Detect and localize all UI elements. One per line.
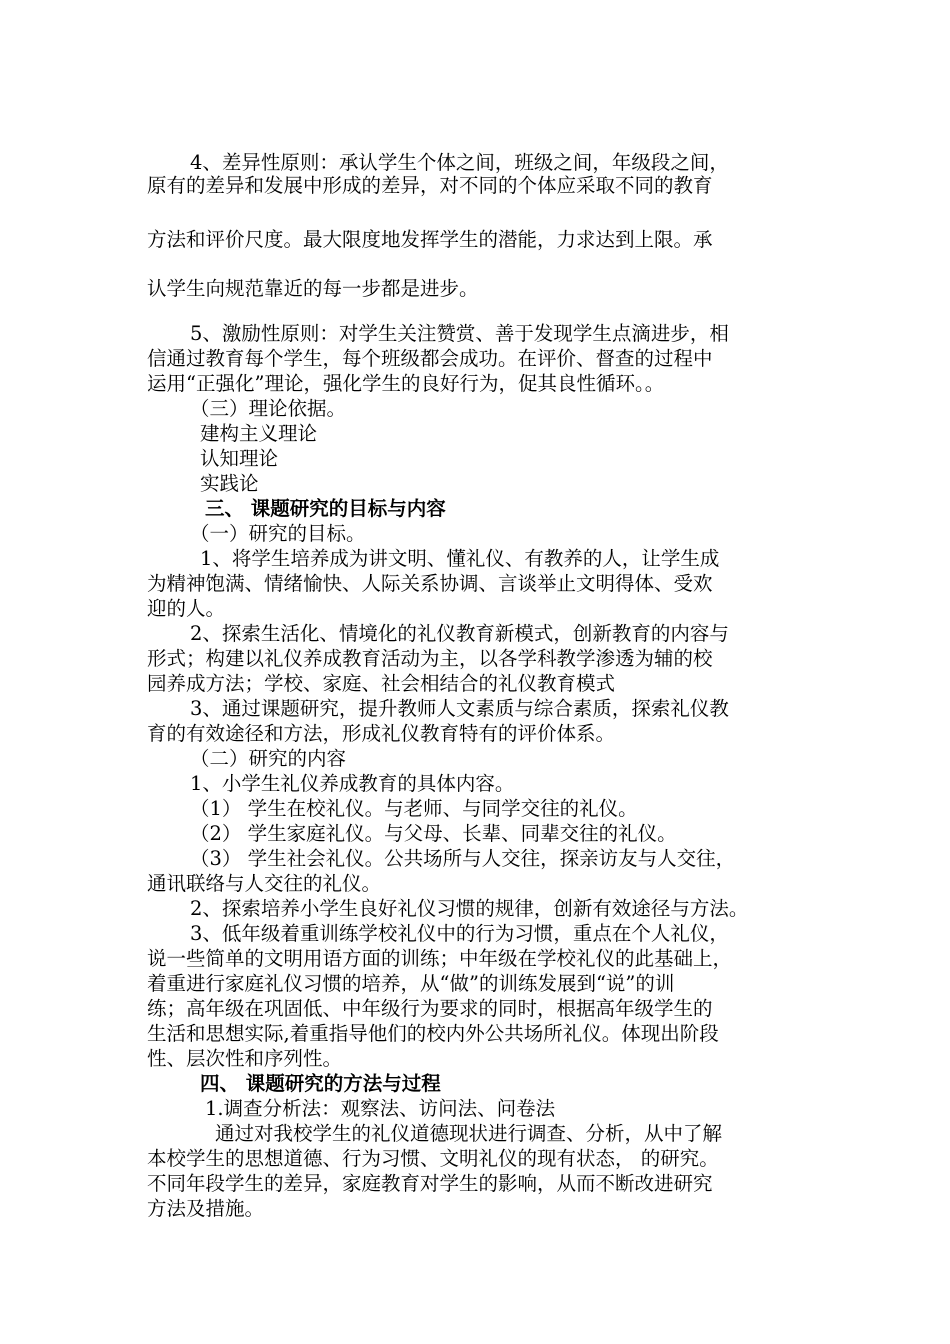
paragraph-line: 育的有效途径和方法，形成礼仪教育特有的评价体系。 <box>147 722 616 745</box>
list-item: （1） 学生在校礼仪。与老师、与同学交往的礼仪。 <box>190 797 638 820</box>
paragraph-line: 4、差异性原则：承认学生个体之间，班级之间，年级段之间， <box>190 151 729 174</box>
paragraph-line: 1、小学生礼仪养成教育的具体内容。 <box>190 772 515 795</box>
paragraph-line: 方法和评价尺度。最大限度地发挥学生的潜能，力求达到上限。承 <box>147 228 713 251</box>
paragraph-line: 说一些简单的文明用语方面的训练；中年级在学校礼仪的此基础上， <box>147 947 733 970</box>
paragraph-line: 性、层次性和序列性。 <box>147 1047 343 1070</box>
paragraph-line: 园养成方法；学校、家庭、社会相结合的礼仪教育模式 <box>147 672 616 695</box>
paragraph-line: 信通过教育每个学生，每个班级都会成功。在评价、督查的过程中 <box>147 347 713 370</box>
paragraph-line: 3、通过课题研究，提升教师人文素质与综合素质，探索礼仪教 <box>190 697 729 720</box>
paragraph-line: 迎的人。 <box>147 597 226 620</box>
paragraph-line: 通讯联络与人交往的礼仪。 <box>147 872 382 895</box>
paragraph-line: 不同年段学生的差异，家庭教育对学生的影响，从而不断改进研究 <box>147 1172 713 1195</box>
paragraph-line: 本校学生的思想道德、行为习惯、文明礼仪的现有状态， 的研究。 <box>147 1147 719 1170</box>
paragraph-line: 生活和思想实际,着重指导他们的校内外公共场所礼仪。体现出阶段 <box>147 1022 719 1045</box>
paragraph-line: 为精神饱满、情绪愉快、人际关系协调、言谈举止文明得体、受欢 <box>147 572 713 595</box>
list-item: 实践论 <box>200 472 259 495</box>
paragraph-line: 2、探索生活化、情境化的礼仪教育新模式，创新教育的内容与 <box>190 622 729 645</box>
paragraph-line: 运用“正强化”理论，强化学生的良好行为，促其良性循环。。 <box>147 372 665 395</box>
paragraph-line: 原有的差异和发展中形成的差异，对不同的个体应采取不同的教育 <box>147 174 713 197</box>
paragraph-line: 形式；构建以礼仪养成教育活动为主，以各学科教学渗透为辅的校 <box>147 647 713 670</box>
list-item: （2） 学生家庭礼仪。与父母、长辈、同辈交往的礼仪。 <box>190 822 677 845</box>
subheading: （一）研究的目标。 <box>190 522 366 545</box>
list-item: 认知理论 <box>200 447 279 470</box>
paragraph-line: 着重进行家庭礼仪习惯的培养，从“做”的训练发展到“说”的训 <box>147 972 675 995</box>
subheading: （三）理论依据。 <box>190 397 347 420</box>
list-item: （3） 学生社会礼仪。公共场所与人交往，探亲访友与人交往， <box>190 847 736 870</box>
paragraph-line: 认学生向规范靠近的每一步都是进步。 <box>147 277 479 300</box>
subheading: 1.调查分析法：观察法、访问法、问卷法 <box>205 1097 556 1120</box>
paragraph-line: 2、探索培养小学生良好礼仪习惯的规律，创新有效途径与方法。 <box>190 897 749 920</box>
list-item: 建构主义理论 <box>200 422 318 445</box>
section-heading: 三、 课题研究的目标与内容 <box>205 497 446 520</box>
paragraph-line: 通过对我校学生的礼仪道德现状进行调查、分析，从中了解 <box>215 1122 723 1145</box>
section-heading: 四、 课题研究的方法与过程 <box>200 1072 441 1095</box>
paragraph-line: 5、激励性原则：对学生关注赞赏、善于发现学生点滴进步，相 <box>190 322 729 345</box>
paragraph-line: 1、将学生培养成为讲文明、懂礼仪、有教养的人，让学生成 <box>200 547 720 570</box>
paragraph-line: 3、低年级着重训练学校礼仪中的行为习惯，重点在个人礼仪， <box>190 922 729 945</box>
paragraph-line: 方法及措施。 <box>147 1197 265 1220</box>
subheading: （二）研究的内容 <box>190 747 347 770</box>
paragraph-line: 练；高年级在巩固低、中年级行为要求的同时，根据高年级学生的 <box>147 997 713 1020</box>
